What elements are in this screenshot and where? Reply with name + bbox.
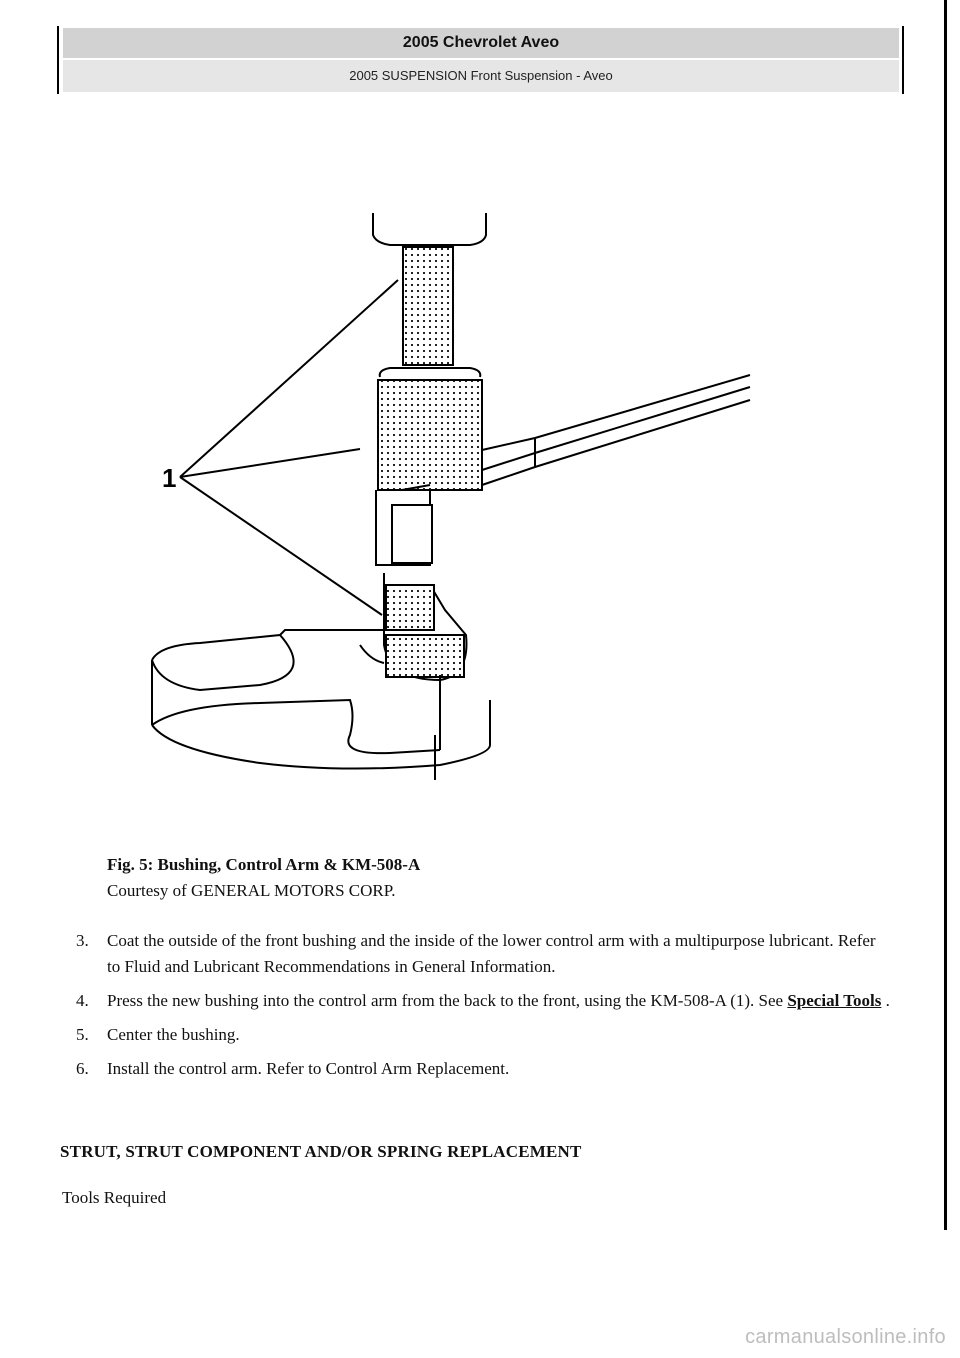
step-item (70, 928, 890, 980)
step-number: 4. (76, 991, 89, 1010)
section-subtitle: 2005 SUSPENSION Front Suspension - Aveo (63, 60, 899, 92)
header-right-rule (902, 26, 904, 94)
section-heading: STRUT, STRUT COMPONENT AND/OR SPRING REPLACEMENT (60, 1142, 582, 1161)
step-text: Press the new bushing into the control arm from the back to the front, using the KM-508-A (1). See (107, 991, 788, 1010)
caption-credit: Courtesy of GENERAL MOTORS CORP. (107, 881, 396, 900)
step-text-end: . (881, 991, 890, 1010)
step-number: 5. (76, 1025, 89, 1044)
tools-required-label: Tools Required (62, 1188, 167, 1207)
step-item (70, 1056, 890, 1082)
vehicle-title: 2005 Chevrolet Aveo (63, 28, 899, 58)
figure-caption (107, 852, 420, 904)
caption-title: Fig. 5: Bushing, Control Arm & KM-508-A (107, 855, 421, 874)
step-text: Install the control arm. Refer to Control Arm Replacement. (107, 1059, 510, 1078)
bushing-press-illustration (140, 205, 780, 785)
special-tools-link[interactable]: Special Tools (787, 991, 882, 1010)
step-item (70, 988, 890, 1014)
step-text: Center the bushing. (107, 1025, 240, 1044)
page-right-rule (944, 0, 947, 1230)
step-item (70, 1022, 890, 1048)
step-number: 6. (76, 1059, 89, 1078)
document-header (63, 28, 899, 92)
watermark: carmanualsonline.info (745, 1326, 946, 1348)
procedure-steps (70, 928, 890, 1090)
step-number: 3. (76, 931, 89, 950)
header-left-rule (57, 26, 59, 94)
callout-number: 1 (162, 463, 177, 493)
bushing-diagram (140, 205, 780, 785)
step-text: Coat the outside of the front bushing and the inside of the lower control arm with a multipurpose lubricant. Refer to Fluid and Lubricant Recommendations in General Information. (107, 931, 876, 976)
